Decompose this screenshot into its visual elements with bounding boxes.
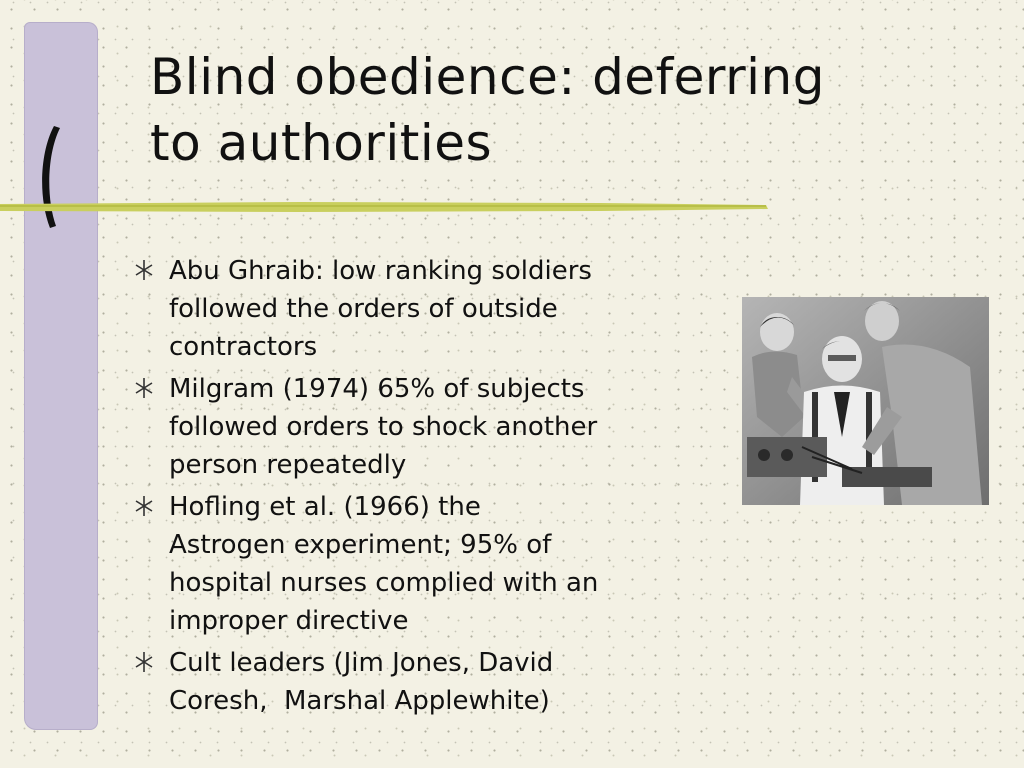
bullet-text: Milgram (1974) 65% of subjects followed orders to shock another person repeatedly [169,374,598,480]
bullet-list [132,252,707,724]
three-men-with-shock-generator-photo [742,297,989,505]
star-bullet-icon [132,650,156,674]
milgram-experiment-photo [742,297,989,505]
star-bullet-icon [132,258,156,282]
title-underline-rule [0,199,770,215]
bullet-item-milgram [132,370,707,484]
bullet-text: Hofling et al. (1966) the Astrogen experiment; 95% of hospital nurses complied with an improper directive [169,492,599,636]
bracket-decoration-icon [30,122,70,232]
star-bullet-icon [132,376,156,400]
bullet-text: Abu Ghraib: low ranking soldiers followed the orders of outside contractors [169,256,592,362]
slide-title-line-1: Blind obedience: deferring [150,48,825,106]
bullet-item-abu-ghraib [132,252,707,366]
bullet-text: Cult leaders (Jim Jones, David Coresh, Marshal Applewhite) [169,648,554,716]
bullet-item-cult-leaders [132,644,707,720]
bullet-item-hofling [132,488,707,640]
slide-title-line-2: to authorities [150,114,493,172]
star-bullet-icon [132,494,156,518]
slide-title [150,44,970,176]
